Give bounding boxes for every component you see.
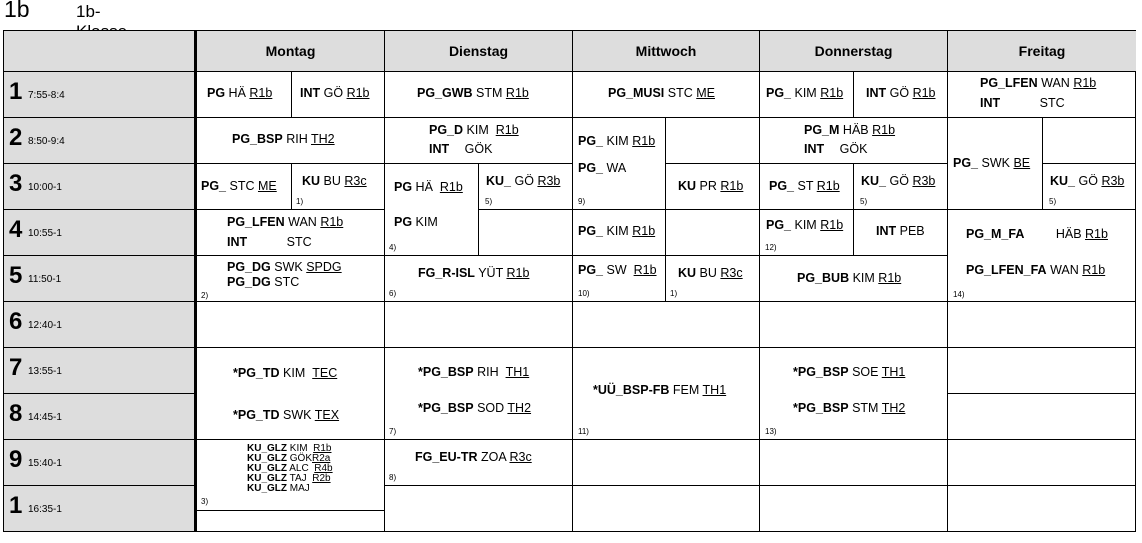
lesson-cell bbox=[197, 439, 384, 511]
footnote: 1) bbox=[296, 197, 304, 206]
lesson: INT GÖ R1b bbox=[300, 86, 370, 100]
period-time: 10:55-1 bbox=[28, 228, 62, 239]
lesson-cell bbox=[572, 209, 665, 255]
lesson: PG_M HÄB R1b bbox=[804, 123, 896, 137]
footnote: 1) bbox=[670, 289, 678, 298]
lesson: KU BU R3c bbox=[678, 266, 743, 280]
lesson: PG_ KIM R1b bbox=[766, 218, 844, 232]
lesson-cell bbox=[947, 117, 1042, 209]
lesson-cell bbox=[197, 117, 384, 163]
lesson-cell-empty bbox=[759, 301, 947, 347]
lesson: INT GÖ R1b bbox=[866, 86, 936, 100]
lesson-cell bbox=[572, 71, 759, 117]
lesson-cell-empty bbox=[947, 393, 1136, 439]
period-number: 2 bbox=[9, 124, 23, 151]
lesson: *PG_TD KIM TEC bbox=[233, 366, 338, 380]
lesson-cell bbox=[759, 163, 853, 209]
lesson-cell bbox=[384, 163, 478, 255]
period-6 bbox=[4, 301, 194, 347]
period-7 bbox=[4, 347, 194, 393]
lesson: PG_ SW R1b bbox=[578, 263, 657, 277]
day-header-wednesday: Mittwoch bbox=[572, 31, 759, 71]
footnote: 14) bbox=[953, 290, 965, 299]
period-number: 3 bbox=[9, 170, 23, 197]
class-code: 1b bbox=[4, 0, 30, 22]
period-3 bbox=[4, 163, 194, 209]
lesson: INT PEB bbox=[876, 224, 925, 238]
footnote: 3) bbox=[201, 497, 209, 506]
lesson: KU_ GÖ R3b bbox=[1050, 174, 1125, 188]
lesson-cell-empty bbox=[384, 301, 572, 347]
lesson-cell-empty bbox=[572, 301, 759, 347]
period-number: 7 bbox=[9, 354, 23, 381]
period-2 bbox=[4, 117, 194, 163]
lesson: PG_LFEN WAN R1b bbox=[227, 215, 344, 229]
lesson-cell bbox=[197, 71, 291, 117]
lesson-cell bbox=[291, 163, 384, 209]
period-number: 5 bbox=[9, 262, 23, 289]
lesson-cell bbox=[478, 163, 572, 209]
lesson: KU BU R3c bbox=[302, 174, 367, 188]
lesson: PG_GWB STM R1b bbox=[417, 86, 529, 100]
lesson: INT STC bbox=[980, 96, 1065, 110]
lesson: FG_R-ISL YÜT R1b bbox=[418, 266, 530, 280]
lesson-cell bbox=[853, 71, 947, 117]
period-1 bbox=[4, 71, 194, 117]
lesson-cell bbox=[665, 163, 759, 209]
lesson-cell bbox=[947, 71, 1136, 117]
lesson: PG HÄ R1b bbox=[207, 86, 273, 100]
lesson-cell bbox=[384, 117, 572, 163]
lesson-cell bbox=[759, 71, 853, 117]
lesson: KU_GLZ GÖKR2a bbox=[247, 453, 331, 464]
period-time: 14:45-1 bbox=[28, 412, 62, 423]
period-4 bbox=[4, 209, 194, 255]
lesson-cell-empty bbox=[572, 439, 759, 485]
period-time: 15:40-1 bbox=[28, 458, 62, 469]
lesson: PG HÄ R1b bbox=[394, 180, 463, 194]
timetable bbox=[3, 30, 1136, 532]
lesson: KU_ GÖ R3b bbox=[861, 174, 936, 188]
period-5 bbox=[4, 255, 194, 301]
lesson-cell bbox=[1042, 163, 1136, 209]
footnote: 7) bbox=[389, 427, 397, 436]
lesson: PG_ KIM R1b bbox=[766, 86, 844, 100]
lesson: PG_LFEN_FA WAN R1b bbox=[966, 263, 1106, 277]
lesson-cell bbox=[759, 255, 947, 301]
lesson-cell bbox=[197, 347, 384, 439]
lesson: PG_ STC ME bbox=[201, 179, 277, 193]
period-9 bbox=[4, 439, 194, 485]
lesson-cell-empty bbox=[665, 117, 759, 163]
period-time: 8:50-9:4 bbox=[28, 136, 65, 147]
lesson-cell-empty bbox=[572, 485, 759, 531]
period-number: 1 bbox=[9, 492, 23, 519]
lesson: *PG_BSP STM TH2 bbox=[793, 401, 906, 415]
lesson-cell bbox=[197, 163, 291, 209]
lesson-cell bbox=[853, 163, 947, 209]
lesson: PG_ WA bbox=[578, 161, 627, 175]
lesson-cell bbox=[759, 347, 947, 439]
lesson: INT STC bbox=[227, 235, 312, 249]
lesson-cell bbox=[197, 255, 384, 301]
lesson-cell bbox=[572, 347, 759, 439]
lesson-cell-empty bbox=[947, 485, 1136, 531]
lesson-cell bbox=[384, 347, 572, 439]
lesson-cell bbox=[853, 209, 947, 255]
lesson-cell bbox=[947, 209, 1136, 301]
class-title: 1b- bbox=[76, 2, 101, 21]
lesson: PG_ ST R1b bbox=[769, 179, 840, 193]
period-number: 9 bbox=[9, 446, 23, 473]
period-time: 13:55-1 bbox=[28, 366, 62, 377]
lesson: *PG_BSP RIH TH1 bbox=[418, 365, 530, 379]
lesson: PG_M_FA HÄB R1b bbox=[966, 227, 1108, 241]
lesson: INT GÖK bbox=[804, 142, 868, 156]
lesson-cell bbox=[384, 439, 572, 485]
lesson: PG_DG STC bbox=[227, 275, 300, 289]
lesson-cell-empty bbox=[759, 439, 947, 485]
footnote: 10) bbox=[578, 289, 590, 298]
lesson: *PG_BSP SOE TH1 bbox=[793, 365, 906, 379]
period-number: 8 bbox=[9, 400, 23, 427]
lesson: PG_LFEN WAN R1b bbox=[980, 76, 1097, 90]
lesson: KU_GLZ MAJ bbox=[247, 483, 310, 494]
lesson: PG_BUB KIM R1b bbox=[797, 271, 902, 285]
lesson-cell-empty bbox=[665, 209, 759, 255]
lesson-cell-empty bbox=[1042, 117, 1136, 163]
footnote: 12) bbox=[765, 243, 777, 252]
lesson-cell bbox=[759, 209, 853, 255]
lesson-cell bbox=[197, 209, 384, 255]
footnote: 4) bbox=[389, 243, 397, 252]
lesson: FG_EU-TR ZOA R3c bbox=[415, 450, 532, 464]
period-10 bbox=[4, 485, 194, 531]
lesson: PG_D KIM R1b bbox=[429, 123, 519, 137]
day-header-friday: Freitag bbox=[947, 31, 1136, 71]
lesson-cell-empty bbox=[947, 347, 1136, 393]
lesson: KU_GLZ KIM R1b bbox=[247, 443, 332, 454]
lesson: INT GÖK bbox=[429, 142, 493, 156]
lesson-cell bbox=[384, 255, 572, 301]
lesson-cell-empty bbox=[384, 485, 572, 531]
lesson-cell-empty bbox=[197, 301, 384, 347]
lesson: *UÜ_BSP-FB FEM TH1 bbox=[593, 383, 727, 397]
lesson-cell-empty bbox=[947, 301, 1136, 347]
day-header-tuesday: Dienstag bbox=[384, 31, 572, 71]
lesson: PG_MUSI STC ME bbox=[608, 86, 715, 100]
period-time: 7:55-8:4 bbox=[28, 90, 65, 101]
column-separator bbox=[194, 31, 197, 531]
lesson-cell bbox=[384, 71, 572, 117]
footnote: 2) bbox=[201, 291, 209, 300]
lesson-cell-empty bbox=[759, 485, 947, 531]
lesson-cell bbox=[572, 255, 665, 301]
lesson-cell bbox=[665, 255, 759, 301]
lesson-cell bbox=[291, 71, 384, 117]
footnote: 13) bbox=[765, 427, 777, 436]
lesson: KU_GLZ ALC R4b bbox=[247, 463, 333, 474]
period-time: 10:00-1 bbox=[28, 182, 62, 193]
lesson-cell-empty bbox=[947, 439, 1136, 485]
lesson: PG KIM bbox=[394, 215, 438, 229]
day-header-monday: Montag bbox=[265, 43, 316, 59]
footnote: 6) bbox=[389, 289, 397, 298]
period-time: 16:35-1 bbox=[28, 504, 62, 515]
footnote: 5) bbox=[860, 197, 868, 206]
period-number: 4 bbox=[9, 216, 23, 243]
lesson: KU_GLZ TAJ R2b bbox=[247, 473, 331, 484]
lesson: KU PR R1b bbox=[678, 179, 744, 193]
period-number: 6 bbox=[9, 308, 23, 335]
period-time: 12:40-1 bbox=[28, 320, 62, 331]
lesson: PG_DG SWK SPDG bbox=[227, 260, 342, 274]
lesson: *PG_TD SWK TEX bbox=[233, 408, 340, 422]
period-time: 11:50-1 bbox=[28, 274, 62, 285]
lesson: PG_ KIM R1b bbox=[578, 224, 656, 238]
lesson: KU_ GÖ R3b bbox=[486, 174, 561, 188]
lesson-cell bbox=[572, 117, 665, 209]
day-header-thursday: Donnerstag bbox=[759, 31, 947, 71]
period-number: 1 bbox=[9, 78, 23, 105]
footnote: 5) bbox=[485, 197, 493, 206]
footnote: 8) bbox=[389, 473, 397, 482]
period-8 bbox=[4, 393, 194, 439]
lesson: *PG_BSP SOD TH2 bbox=[418, 401, 532, 415]
lesson: PG_ SWK BE bbox=[953, 156, 1031, 170]
lesson-cell-empty bbox=[478, 209, 572, 255]
footnote: 5) bbox=[1049, 197, 1057, 206]
lesson-cell bbox=[759, 117, 947, 163]
lesson: PG_ KIM R1b bbox=[578, 134, 656, 148]
lesson: PG_BSP RIH TH2 bbox=[232, 132, 335, 146]
footnote: 11) bbox=[578, 427, 589, 436]
footnote: 9) bbox=[578, 197, 586, 206]
